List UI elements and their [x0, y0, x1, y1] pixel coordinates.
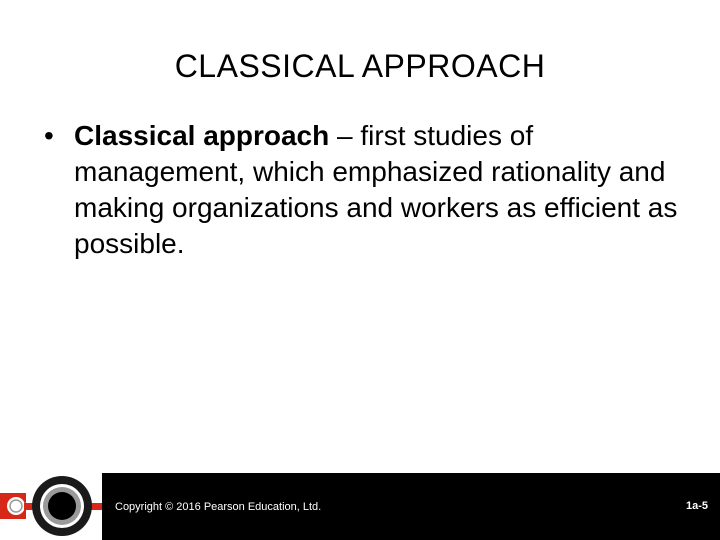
bullet-marker: •: [44, 120, 54, 151]
bullet-text: – first studies of management, which emphasized rationality and making organizations and workers as efficient as possible.: [74, 120, 678, 259]
slide-title: CLASSICAL APPROACH: [174, 48, 546, 84]
bullet-item: [44, 118, 684, 262]
pearson-logo: [0, 473, 102, 540]
logo-inner-circle: [48, 492, 76, 520]
bullet-term: Classical approach: [74, 120, 330, 151]
logo-graphic: [0, 473, 102, 540]
slide-content: [44, 118, 684, 262]
slide-footer: [0, 473, 720, 540]
page-number: 1a-5: [685, 500, 708, 512]
copyright-text: Copyright © 2016 Pearson Education, Ltd.: [115, 501, 322, 513]
